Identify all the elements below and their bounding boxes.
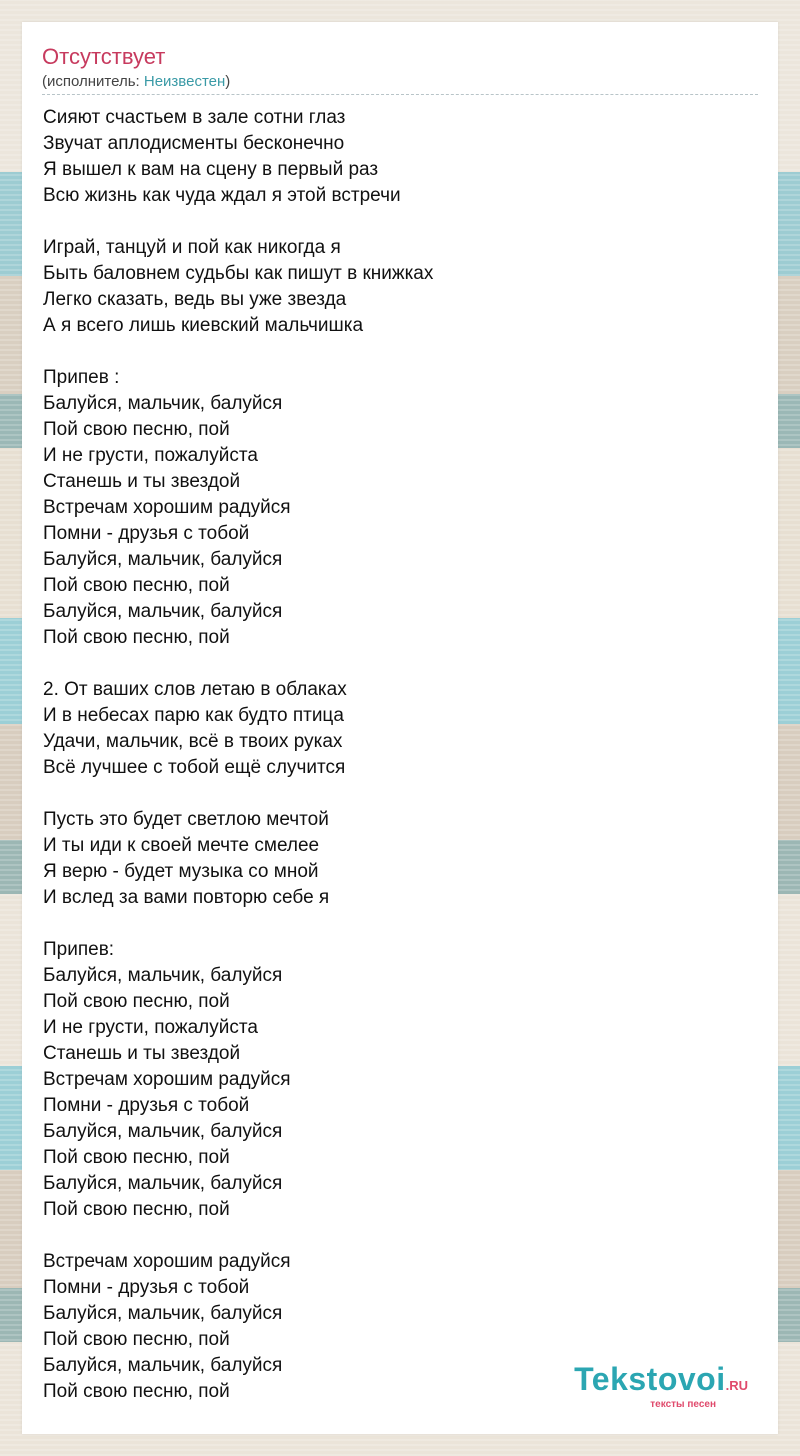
- stanza-gap: [43, 911, 759, 937]
- site-logo[interactable]: [574, 1361, 748, 1410]
- lyric-line: Пой свою песню, пой: [43, 1199, 230, 1220]
- lyric-line: Пой свою песню, пой: [43, 627, 230, 648]
- logo-wordmark: [574, 1361, 748, 1401]
- performer-prefix: (исполнитель:: [42, 73, 144, 90]
- lyric-line: Балуйся, мальчик, балуйся: [43, 601, 283, 622]
- lyric-line: Пусть это будет светлою мечтой: [43, 809, 329, 830]
- logo-tagline: тексты песен: [650, 1399, 716, 1410]
- lyric-line: Помни - друзья с тобой: [43, 1095, 250, 1116]
- lyric-line: Балуйся, мальчик, балуйся: [43, 1355, 283, 1376]
- lyric-line: И не грусти, пожалуйста: [43, 445, 258, 466]
- stanza-gap: [43, 209, 759, 235]
- logo-tld: .RU: [725, 1378, 748, 1393]
- lyric-line: Балуйся, мальчик, балуйся: [43, 1303, 283, 1324]
- lyric-line: Сияют счастьем в зале сотни глаз: [43, 107, 346, 128]
- song-title: Отсутствует: [42, 44, 166, 69]
- lyric-line: Всю жизнь как чуда ждал я этой встречи: [43, 185, 401, 206]
- lyric-line: И в небесах парю как будто птица: [43, 705, 344, 726]
- lyric-line: Играй, танцуй и пой как никогда я: [43, 237, 341, 258]
- lyric-line: Звучат аплодисменты бесконечно: [43, 133, 345, 154]
- performer-suffix: ): [225, 73, 231, 90]
- lyric-line: И не грусти, пожалуйста: [43, 1017, 258, 1038]
- lyric-line: Быть баловнем судьбы как пишут в книжках: [43, 263, 434, 284]
- lyric-line: Пой свою песню, пой: [43, 1381, 230, 1402]
- lyric-line: 2. От ваших слов летаю в облаках: [43, 679, 347, 700]
- lyric-line: Балуйся, мальчик, балуйся: [43, 549, 283, 570]
- lyric-line: Балуйся, мальчик, балуйся: [43, 393, 283, 414]
- lyric-line: А я всего лишь киевский мальчишка: [43, 315, 364, 336]
- lyric-line: Балуйся, мальчик, балуйся: [43, 965, 283, 986]
- stanza-gap: [43, 339, 759, 365]
- lyric-line: И вслед за вами повторю себе я: [43, 887, 330, 908]
- lyric-line: Всё лучшее с тобой ещё случится: [43, 757, 346, 778]
- lyric-line: Удачи, мальчик, всё в твоих руках: [43, 731, 343, 752]
- lyric-line: Помни - друзья с тобой: [43, 523, 250, 544]
- lyric-line: Легко сказать, ведь вы уже звезда: [43, 289, 347, 310]
- lyric-line: Я вышел к вам на сцену в первый раз: [43, 159, 379, 180]
- lyric-line: Встречам хорошим радуйся: [43, 1251, 291, 1272]
- lyric-line: Припев :: [43, 367, 120, 388]
- lyric-line: Пой свою песню, пой: [43, 1147, 230, 1168]
- lyric-line: И ты иди к своей мечте смелее: [43, 835, 320, 856]
- logo-name: Tekstovoi: [574, 1361, 726, 1397]
- performer-line: [42, 72, 758, 95]
- lyric-line: Пой свою песню, пой: [43, 1329, 230, 1350]
- lyric-line: Встречам хорошим радуйся: [43, 497, 291, 518]
- lyric-line: Помни - друзья с тобой: [43, 1277, 250, 1298]
- lyrics-card: [22, 22, 778, 1434]
- lyric-line: Балуйся, мальчик, балуйся: [43, 1173, 283, 1194]
- lyric-line: Станешь и ты звездой: [43, 471, 241, 492]
- stanza-gap: [43, 651, 759, 677]
- stanza-gap: [43, 781, 759, 807]
- lyric-line: Пой свою песню, пой: [43, 991, 230, 1012]
- lyric-line: Пой свою песню, пой: [43, 575, 230, 596]
- lyric-line: Припев:: [43, 939, 115, 960]
- lyric-line: Станешь и ты звездой: [43, 1043, 241, 1064]
- artist-link[interactable]: Неизвестен: [143, 73, 226, 90]
- lyric-line: Пой свою песню, пой: [43, 419, 230, 440]
- song-header: [42, 42, 758, 95]
- stanza-gap: [43, 1223, 759, 1249]
- lyric-line: Балуйся, мальчик, балуйся: [43, 1121, 283, 1142]
- lyric-line: Встречам хорошим радуйся: [43, 1069, 291, 1090]
- lyrics-text: [43, 105, 759, 1405]
- lyric-line: Я верю - будет музыка со мной: [43, 861, 319, 882]
